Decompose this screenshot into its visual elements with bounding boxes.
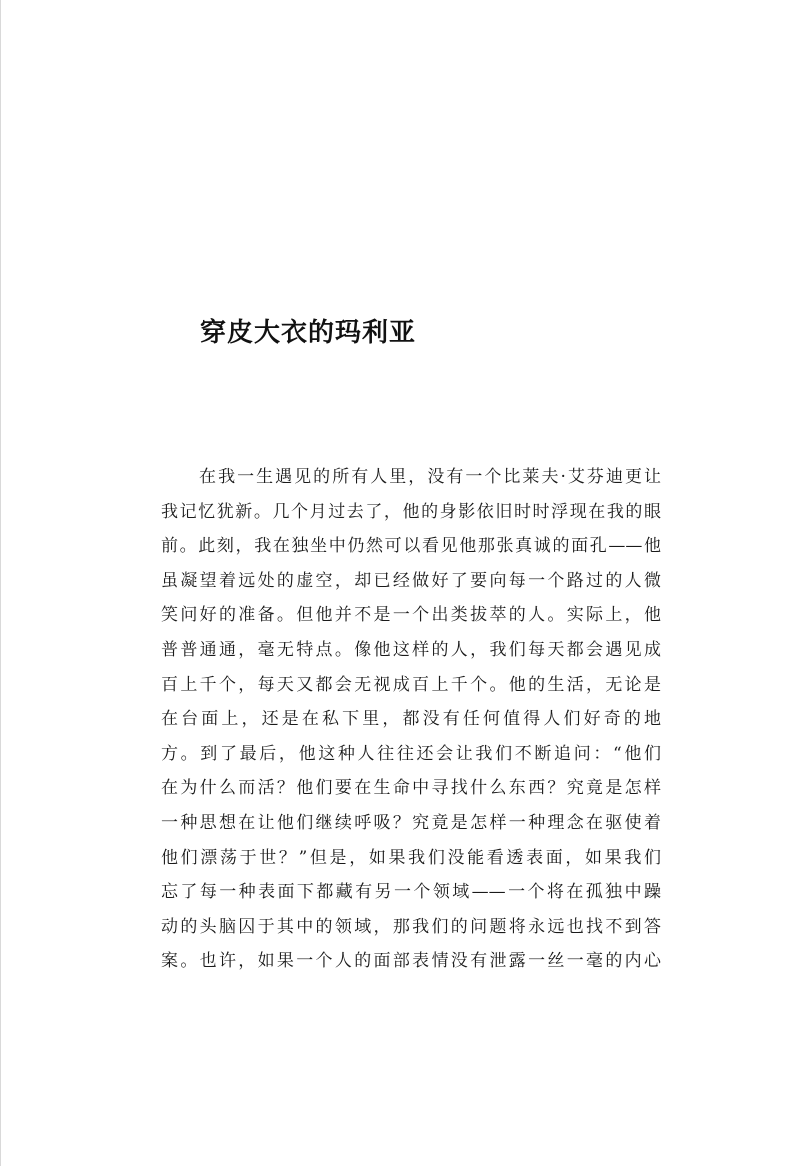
text-line: 方。到了最后，他这种人往往还会让我们不断追问：“他们 — [161, 743, 661, 764]
body-text — [161, 460, 661, 979]
text-line: 百上千个，每天又都会无视成百上千个。他的生活，无论是 — [161, 674, 661, 695]
text-line: 一种思想在让他们继续呼吸？究竟是怎样一种理念在驱使着 — [161, 812, 661, 833]
text-line: 在为什么而活？他们要在生命中寻找什么东西？究竟是怎样 — [161, 778, 661, 799]
text-line: 我记忆犹新。几个月过去了，他的身影依旧时时浮现在我的眼 — [161, 501, 661, 522]
text-line: 普普通通，毫无特点。像他这样的人，我们每天都会遇见成 — [161, 639, 661, 660]
text-line: 他们漂荡于世？”但是，如果我们没能看透表面，如果我们 — [161, 847, 661, 868]
text-line: 忘了每一种表面下都藏有另一个领域——一个将在孤独中躁 — [161, 882, 661, 903]
text-line: 虽凝望着远处的虚空，却已经做好了要向每一个路过的人微 — [161, 570, 661, 591]
text-line: 在台面上，还是在私下里，都没有任何值得人们好奇的地 — [161, 709, 661, 730]
text-line: 笑问好的准备。但他并不是一个出类拔萃的人。实际上，他 — [161, 605, 661, 626]
text-line: 动的头脑囚于其中的领域，那我们的问题将永远也找不到答 — [161, 916, 661, 937]
text-line: 案。也许，如果一个人的面部表情没有泄露一丝一毫的内心 — [161, 951, 661, 972]
text-line: 前。此刻，我在独坐中仍然可以看见他那张真诚的面孔——他 — [161, 536, 661, 557]
chapter-title: 穿皮大衣的玛利亚 — [200, 318, 417, 348]
text-line: 在我一生遇见的所有人里，没有一个比莱夫·艾芬迪更让 — [161, 467, 661, 487]
